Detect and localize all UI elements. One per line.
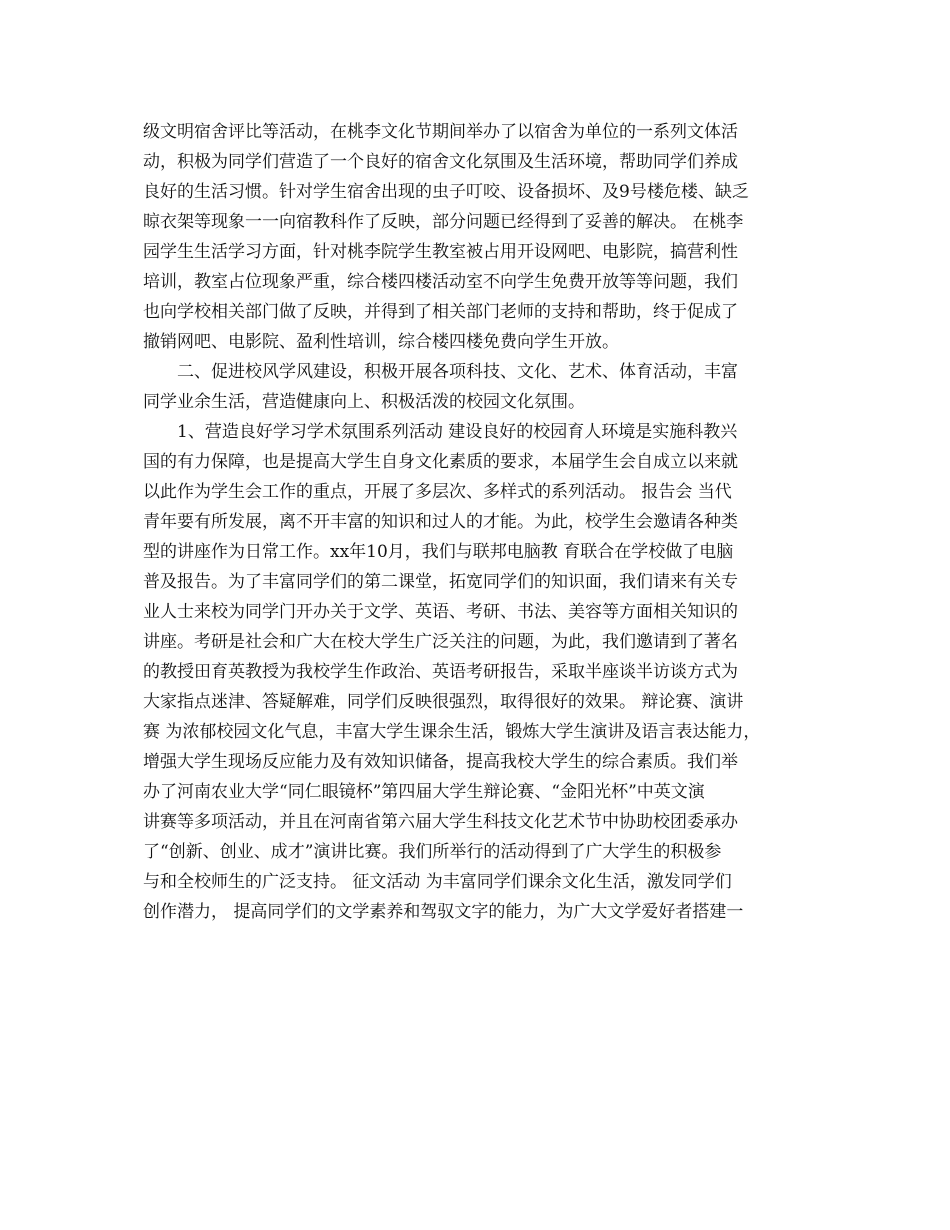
text-line: 的教授田育英教授为我校学生作政治、英语考研报告，采取半座谈半访谈方式为: [143, 662, 738, 682]
text-line: 级文明宿舍评比等活动，在桃李文化节期间举办了以宿舍为单位的一系列文体活: [143, 122, 738, 142]
text-line: 晾衣架等现象一一向宿教科作了反映，部分问题已经得到了妥善的解决。 在桃李: [143, 212, 744, 232]
text-line: 创作潜力， 提高同学们的文学素养和驾驭文字的能力，为广大文学爱好者搭建一: [143, 902, 744, 922]
text-line: 讲赛等多项活动，并且在河南省第六届大学生科技文化艺术节中协助校团委承办: [143, 812, 738, 832]
text-line: 良好的生活习惯。针对学生宿舍出现的虫子叮咬、设备损坏、及9号楼危楼、缺乏: [143, 182, 749, 202]
text-line: 1、营造良好学习学术氛围系列活动 建设良好的校园育人环境是实施科教兴: [177, 422, 738, 442]
text-line: 了“创新、创业、成才”演讲比赛。我们所举行的活动得到了广大学生的积极参: [143, 842, 722, 862]
text-line: 增强大学生现场反应能力及有效知识储备，提高我校大学生的综合素质。我们举: [143, 752, 738, 772]
text-line: 以此作为学生会工作的重点，开展了多层次、多样式的系列活动。 报告会 当代: [143, 482, 732, 502]
body-text: [143, 117, 798, 927]
text-line: 办了河南农业大学“同仁眼镜杯”第四届大学生辩论赛、“金阳光杯”中英文演: [143, 782, 705, 802]
text-line: 动，积极为同学们营造了一个良好的宿舍文化氛围及生活环境，帮助同学们养成: [143, 152, 738, 172]
text-line: 与和全校师生的广泛支持。 征文活动 为丰富同学们课余文化生活，激发同学们: [143, 872, 732, 892]
text-line: 国的有力保障，也是提高大学生自身文化素质的要求，本届学生会自成立以来就: [143, 452, 738, 472]
text-line: 也向学校相关部门做了反映，并得到了相关部门老师的支持和帮助，终于促成了: [143, 302, 738, 322]
section-heading-line: 同学业余生活，营造健康向上、积极活泼的校园文化氛围。: [143, 392, 585, 412]
text-line: 撤销网吧、电影院、盈利性培训，综合楼四楼免费向学生开放。: [143, 332, 619, 352]
text-line: 业人士来校为同学门开办关于文学、英语、考研、书法、美容等方面相关知识的: [143, 602, 738, 622]
text-line: 讲座。考研是社会和广大在校大学生广泛关注的问题，为此，我们邀请到了著名: [143, 632, 738, 652]
text-line: 园学生生活学习方面，针对桃李院学生教室被占用开设网吧、电影院，搞营利性: [143, 242, 738, 262]
text-line: 大家指点迷津、答疑解难，同学们反映很强烈，取得很好的效果。 辩论赛、演讲: [143, 692, 744, 712]
text-line: 培训，教室占位现象严重，综合楼四楼活动室不向学生免费开放等等问题，我们: [143, 272, 738, 292]
section-heading-line: 二、促进校风学风建设，积极开展各项科技、文化、艺术、体育活动，丰富: [177, 362, 738, 382]
text-line: 赛 为浓郁校园文化气息，丰富大学生课余生活，锻炼大学生演讲及语言表达能力，: [143, 722, 761, 742]
text-line: 普及报告。为了丰富同学们的第二课堂，拓宽同学们的知识面，我们请来有关专: [143, 572, 738, 592]
text-line: 型的讲座作为日常工作。xx年10月，我们与联邦电脑教 育联合在学校做了电脑: [143, 542, 734, 562]
text-line: 青年要有所发展，离不开丰富的知识和过人的才能。为此，校学生会邀请各种类: [143, 512, 738, 532]
